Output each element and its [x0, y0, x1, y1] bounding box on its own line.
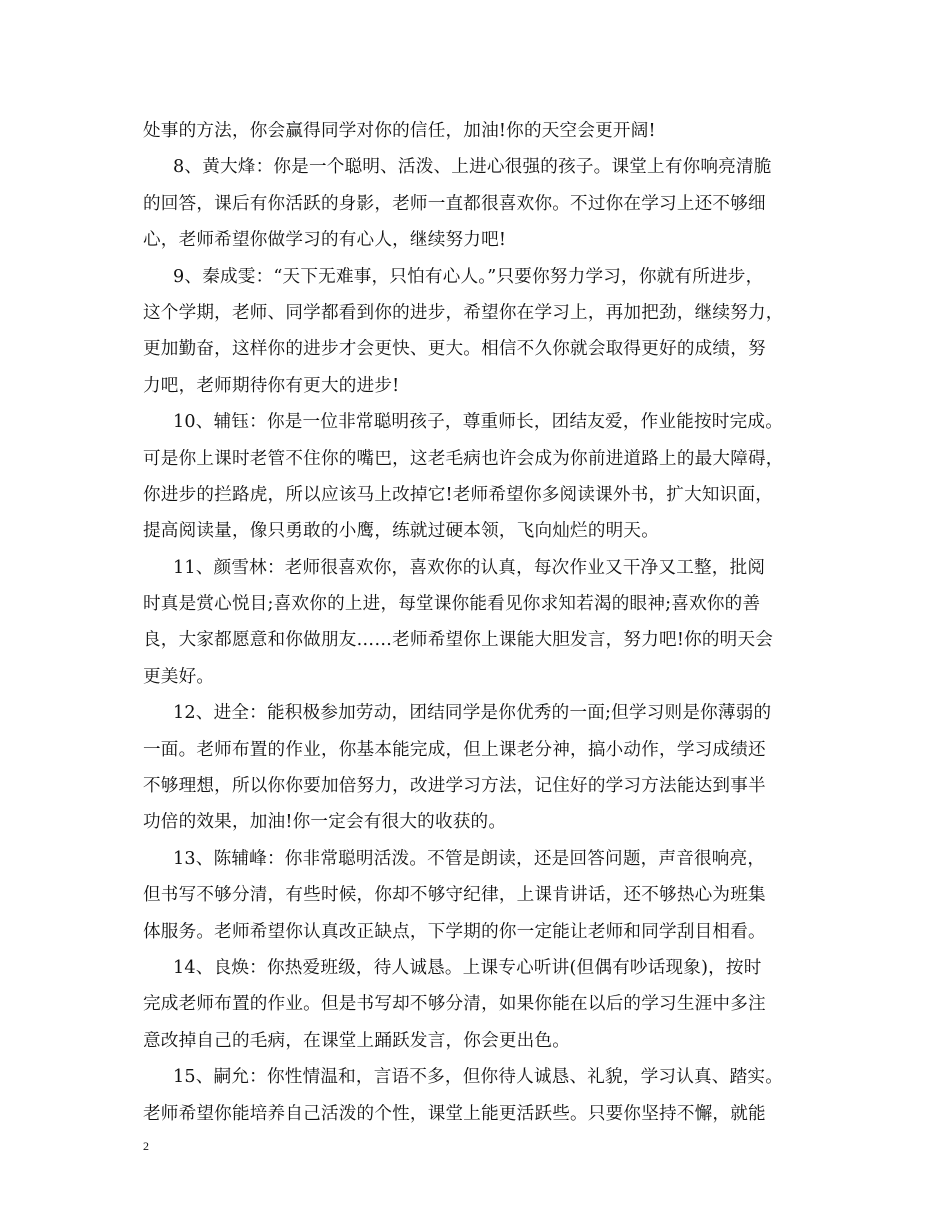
paragraph-first-line: 12、进全：能积极参加劳动，团结同学是你优秀的一面;但学习则是你薄弱的: [173, 703, 772, 724]
paragraph-line: 一面。老师布置的作业，你基本能完成，但上课老分神，搞小动作，学习成绩还: [143, 739, 766, 760]
paragraph-line: 但书写不够分清，有些时候，你却不够守纪律，上课肯讲话，还不够热心为班集: [143, 885, 766, 906]
paragraph-first-line: 15、嗣允：你性情温和，言语不多，但你待人诚恳、礼貌，学习认真、踏实。: [173, 1067, 783, 1088]
paragraph-line: 这个学期，老师、同学都看到你的进步，希望你在学习上，再加把劲，继续努力，: [143, 302, 784, 323]
paragraph-line: 你进步的拦路虎，所以应该马上改掉它!老师希望你多阅读课外书，扩大知识面，: [143, 484, 774, 505]
paragraph-line: 可是你上课时老管不住你的嘴巴，这老毛病也许会成为你前进道路上的最大障碍，: [143, 448, 784, 469]
paragraph-line: 提高阅读量，像只勇敢的小鹰，练就过硬本领，飞向灿烂的明天。: [143, 521, 660, 542]
paragraph-first-line: 13、陈辅峰：你非常聪明活泼。不管是朗读，还是回答问题，声音很响亮，: [173, 848, 766, 869]
paragraph-line: 体服务。老师希望你认真改正缺点，下学期的你一定能让老师和同学刮目相看。: [143, 921, 766, 942]
paragraph-first-line: 11、颜雪林：老师很喜欢你，喜欢你的认真，每次作业又干净又工整，批阅: [173, 557, 766, 578]
paragraph-line: 处事的方法，你会赢得同学对你的信任，加油!你的天空会更开阔!: [143, 121, 656, 141]
paragraph-line: 时真是赏心悦目;喜欢你的上进，每堂课你能看见你求知若渴的眼神;喜欢你的善: [143, 594, 761, 615]
paragraph-line: 良，大家都愿意和你做朋友……老师希望你上课能大胆发言，努力吧!你的明天会: [143, 630, 774, 651]
paragraph-first-line: 14、良焕：你热爱班级，待人诚恳。上课专心听讲(但偶有吵话现象)，按时: [173, 957, 762, 978]
document-body: [143, 113, 833, 1132]
paragraph-line: 不够理想，所以你你要加倍努力，改进学习方法，记住好的学习方法能达到事半: [143, 776, 766, 797]
paragraph-line: 心，老师希望你做学习的有心人，继续努力吧!: [143, 230, 507, 251]
paragraph-line: 的回答，课后有你活跃的身影，老师一直都很喜欢你。不过你在学习上还不够细: [143, 193, 766, 214]
paragraph-first-line: 10、辅钰：你是一位非常聪明孩子，尊重师长，团结友爱，作业能按时完成。: [173, 412, 783, 433]
paragraph-line: 力吧，老师期待你有更大的进步!: [143, 375, 400, 396]
paragraph-line: 意改掉自己的毛病，在课堂上踊跃发言，你会更出色。: [143, 1030, 571, 1051]
paragraph-first-line: 8、黄大烽：你是一个聪明、活泼、上进心很强的孩子。课堂上有你响亮清脆: [173, 157, 772, 178]
paragraph-line: 功倍的效果，加油!你一定会有很大的收获的。: [143, 812, 507, 833]
paragraph-line: 完成老师布置的作业。但是书写却不够分清，如果你能在以后的学习生涯中多注: [143, 994, 766, 1015]
paragraph-line: 老师希望你能培养自己活泼的个性，课堂上能更活跃些。只要你坚持不懈，就能: [143, 1103, 766, 1124]
paragraph-line: 更加勤奋，这样你的进步才会更快、更大。相信不久你就会取得更好的成绩，努: [143, 339, 766, 360]
paragraph-line: 更美好。: [143, 666, 215, 687]
paragraph-first-line: 9、秦成雯：“天下无难事，只怕有心人。”只要你努力学习，你就有所进步，: [173, 266, 764, 287]
page-number: 2: [143, 1139, 149, 1153]
